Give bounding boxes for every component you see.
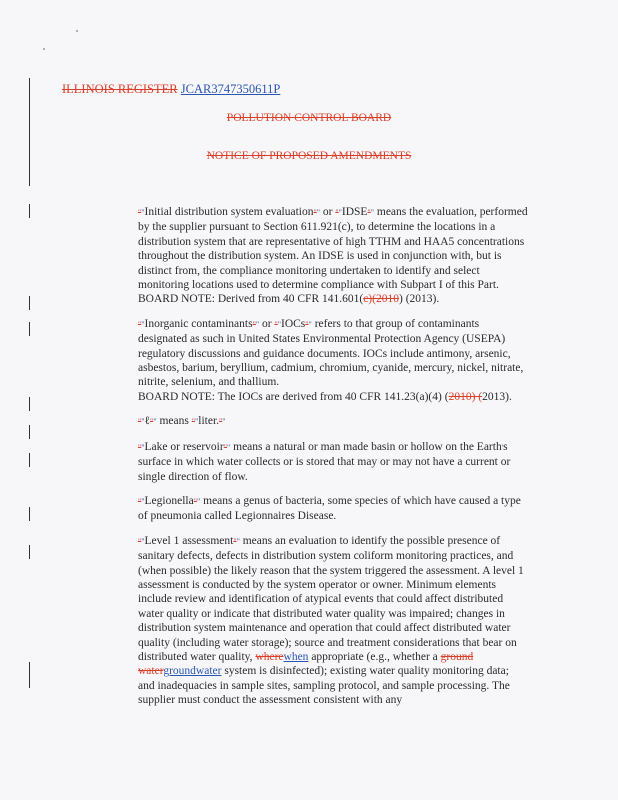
scan-speck <box>76 30 78 32</box>
change-bar <box>29 296 30 310</box>
definition-lake: ""Lake or reservoir"" means a natural or man made basin or hollow on the Earth's surface in which water collects or is stored that may or may not have a current or single direction of flow. <box>138 440 511 483</box>
definition-level1: ""Level 1 assessment"" means an evaluation to identify the possible presence of sanitary defects, defects in distribution system coliform monitoring practices, and (when possible) the likely reason that the system triggered the assessment. A level 1 assessment is conducted by the system operator or owner. Minimum elements include review and identification of atypical events that could affect distributed water quality or indicate that distributed water quality was impaired; changes in distribution system maintenance and operation that could affect distributed water quality (including water storage); source and treatment considerations that bear on distributed water quality, wherewhen appropriate (e.g., whether a ground watergroundwater system is disinfected); existing water quality monitoring data; and inadequacies in sample sites, sampling protocol, and sample processing. The supplier must conduct the assessment consistent with any <box>138 534 524 707</box>
change-bar <box>29 204 30 218</box>
agency-title: POLLUTION CONTROL BOARD <box>226 112 392 124</box>
definitions-body <box>138 205 528 718</box>
change-bar <box>29 322 30 336</box>
change-bar <box>29 545 30 559</box>
register-inserted: JCAR3747350611P <box>180 82 281 96</box>
register-header <box>62 82 280 97</box>
definition-iocs: ""Inorganic contaminants"" or ""IOCs"" refers to that group of contaminants designated as such in United States Environmental Protection Agency (USEPA) regulatory discussions and guidance documents. IOCs include antimony, arsenic, asbestos, barium, beryllium, cadmium, chromium, cyanide, mercury, nickel, nitrate, nitrite, selenium, and thallium. BOARD NOTE: The IOCs are derived from 40 CFR 141.23(a)(4) (2010) (2013). <box>138 317 524 403</box>
change-bar <box>29 397 30 411</box>
change-bar <box>29 453 30 467</box>
definition-idse: ""Initial distribution system evaluation"" or ""IDSE"" means the evaluation, performed by the supplier pursuant to Section 611.921(c), to determine the locations in a distribution system that are representative of high TTHM and HAA5 concentrations throughout the distribution system. An IDSE is used in conjunction with, but is distinct from, the compliance monitoring undertaken to identify and select monitoring locations used to determine compliance with Subpart I of this Part. BOARD NOTE: Derived from 40 CFR 141.601(c)(2010) (2013). <box>138 206 528 306</box>
register-deleted: ILLINOIS REGISTER <box>62 82 178 96</box>
scan-speck <box>43 48 45 50</box>
definition-legionella: ""Legionella"" means a genus of bacteria, some species of which have caused a type of pneumonia called Legionnaires Disease. <box>138 494 521 523</box>
change-bar <box>29 662 30 688</box>
notice-title: NOTICE OF PROPOSED AMENDMENTS <box>206 150 412 162</box>
definition-liter: ""ℓ"" means ""liter."" <box>138 415 226 428</box>
change-bar <box>29 425 30 439</box>
change-bar <box>29 507 30 521</box>
change-bar <box>29 78 30 186</box>
